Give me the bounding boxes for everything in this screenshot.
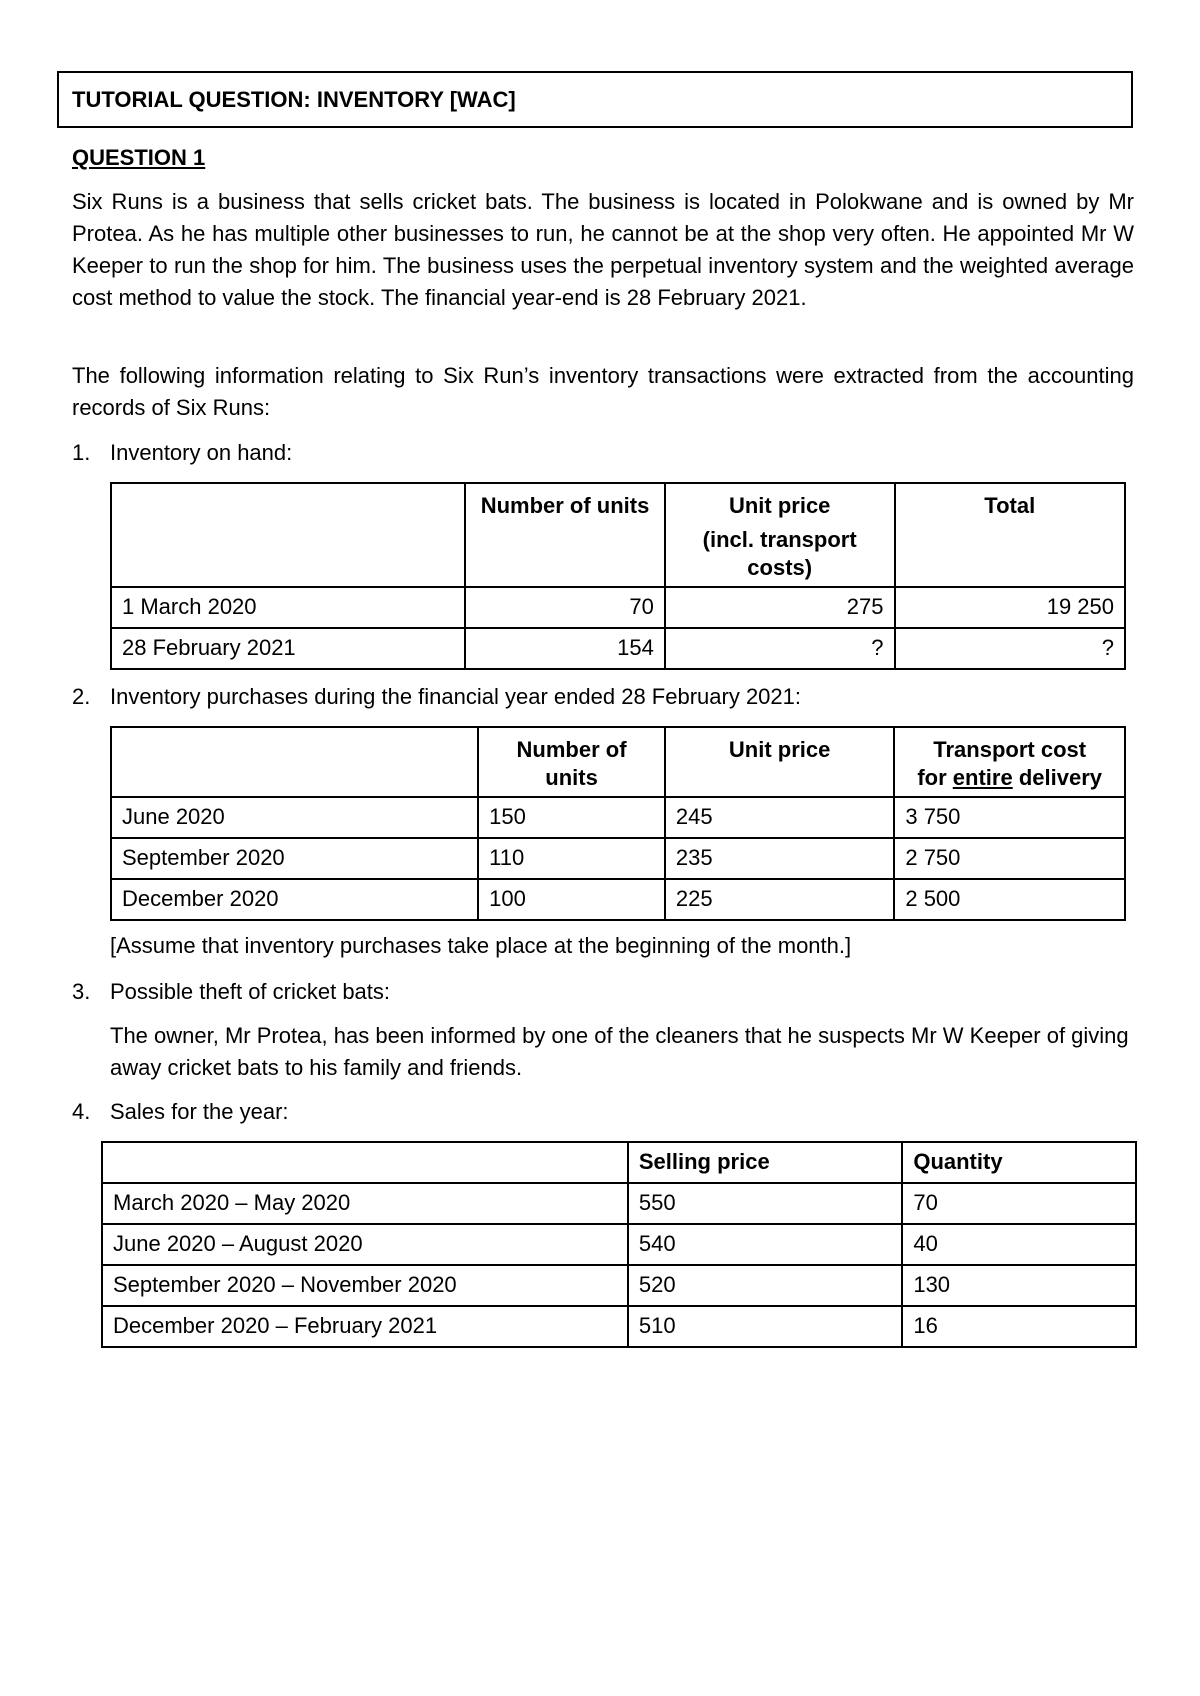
row-date: 1 March 2020 xyxy=(111,587,465,628)
entire-emphasis: entire xyxy=(952,765,1013,790)
item-3-number: 3. xyxy=(72,979,91,1004)
intro-paragraph: Six Runs is a business that sells cricket bats. The business is located in Polokwane and is owned by Mr Protea. As he has multiple other businesses to run, he cannot be at the shop very often. He appointed Mr W Keeper to run the shop for him. The business uses the perpetual inventory system and the weighted average cost method to value the stock. The financial year-end is 28 February 2021. xyxy=(72,189,1134,310)
row-month: December 2020 xyxy=(111,879,478,920)
row-month: September 2020 xyxy=(111,838,478,879)
row-quantity: 130 xyxy=(902,1265,1136,1306)
row-units: 100 xyxy=(478,879,665,920)
row-selling-price: 550 xyxy=(628,1183,902,1224)
table-row xyxy=(111,838,1125,879)
inventory-on-hand-table xyxy=(110,482,1126,670)
row-quantity: 70 xyxy=(902,1183,1136,1224)
row-total: ? xyxy=(895,628,1126,669)
table-row xyxy=(111,587,1125,628)
row-date: 28 February 2021 xyxy=(111,628,465,669)
row-unit-price: ? xyxy=(665,628,895,669)
header-unit-price xyxy=(665,483,895,587)
item-4-label: Sales for the year: xyxy=(110,1099,289,1124)
row-period: June 2020 – August 2020 xyxy=(102,1224,628,1265)
header-blank xyxy=(111,483,465,587)
row-selling-price: 520 xyxy=(628,1265,902,1306)
header-blank xyxy=(102,1142,628,1183)
item-1-label: Inventory on hand: xyxy=(110,440,293,465)
table-row xyxy=(111,879,1125,920)
row-selling-price: 540 xyxy=(628,1224,902,1265)
header-number-of-units: Number of units xyxy=(465,483,665,587)
table-header-row xyxy=(111,483,1125,587)
table-row xyxy=(102,1265,1136,1306)
theft-paragraph: The owner, Mr Protea, has been informed by one of the cleaners that he suspects Mr W Keeper of giving away cricket bats to his family and friends. xyxy=(110,1023,1129,1080)
row-month: June 2020 xyxy=(111,797,478,838)
row-quantity: 40 xyxy=(902,1224,1136,1265)
table-header-row xyxy=(111,727,1125,797)
row-unit-price: 225 xyxy=(665,879,894,920)
item-3-label: Possible theft of cricket bats: xyxy=(110,979,391,1004)
row-period: December 2020 – February 2021 xyxy=(102,1306,628,1347)
table-row xyxy=(102,1306,1136,1347)
header-unit-price-note: (incl. transport costs) xyxy=(702,527,857,580)
header-unit-price-label: Unit price xyxy=(728,493,831,518)
following-paragraph: The following information relating to Six Run’s inventory transactions were extracted from the accounting records of Six Runs: xyxy=(72,363,1134,420)
assumption-note: [Assume that inventory purchases take place at the beginning of the month.] xyxy=(110,933,852,958)
header-transport-cost-line2: for entire delivery xyxy=(917,765,1102,790)
header-unit-price: Unit price xyxy=(665,727,894,797)
header-blank xyxy=(111,727,478,797)
header-transport-cost xyxy=(894,727,1125,797)
row-period: September 2020 – November 2020 xyxy=(102,1265,628,1306)
sales-table xyxy=(101,1141,1137,1348)
item-2-label: Inventory purchases during the financial year ended 28 February 2021: xyxy=(110,684,801,709)
item-2-number: 2. xyxy=(72,684,91,709)
item-4-number: 4. xyxy=(72,1099,91,1124)
row-units: 154 xyxy=(465,628,665,669)
question-heading: QUESTION 1 xyxy=(72,145,206,170)
table-row xyxy=(102,1224,1136,1265)
row-unit-price: 235 xyxy=(665,838,894,879)
table-row xyxy=(111,797,1125,838)
row-period: March 2020 – May 2020 xyxy=(102,1183,628,1224)
header-total: Total xyxy=(895,483,1126,587)
row-transport-cost: 2 750 xyxy=(894,838,1125,879)
header-quantity: Quantity xyxy=(902,1142,1136,1183)
title-box xyxy=(57,71,1133,128)
row-transport-cost: 2 500 xyxy=(894,879,1125,920)
item-1-number: 1. xyxy=(72,440,91,465)
page-title: TUTORIAL QUESTION: INVENTORY [WAC] xyxy=(72,87,516,112)
row-quantity: 16 xyxy=(902,1306,1136,1347)
row-unit-price: 275 xyxy=(665,587,895,628)
row-unit-price: 245 xyxy=(665,797,894,838)
header-selling-price: Selling price xyxy=(628,1142,902,1183)
row-units: 70 xyxy=(465,587,665,628)
table-header-row xyxy=(102,1142,1136,1183)
row-units: 110 xyxy=(478,838,665,879)
row-units: 150 xyxy=(478,797,665,838)
row-selling-price: 510 xyxy=(628,1306,902,1347)
table-row xyxy=(102,1183,1136,1224)
header-transport-cost-line1: Transport cost xyxy=(933,737,1087,762)
header-number-of-units: Number of units xyxy=(478,727,665,797)
row-transport-cost: 3 750 xyxy=(894,797,1125,838)
row-total: 19 250 xyxy=(895,587,1126,628)
table-row xyxy=(111,628,1125,669)
inventory-purchases-table xyxy=(110,726,1126,921)
